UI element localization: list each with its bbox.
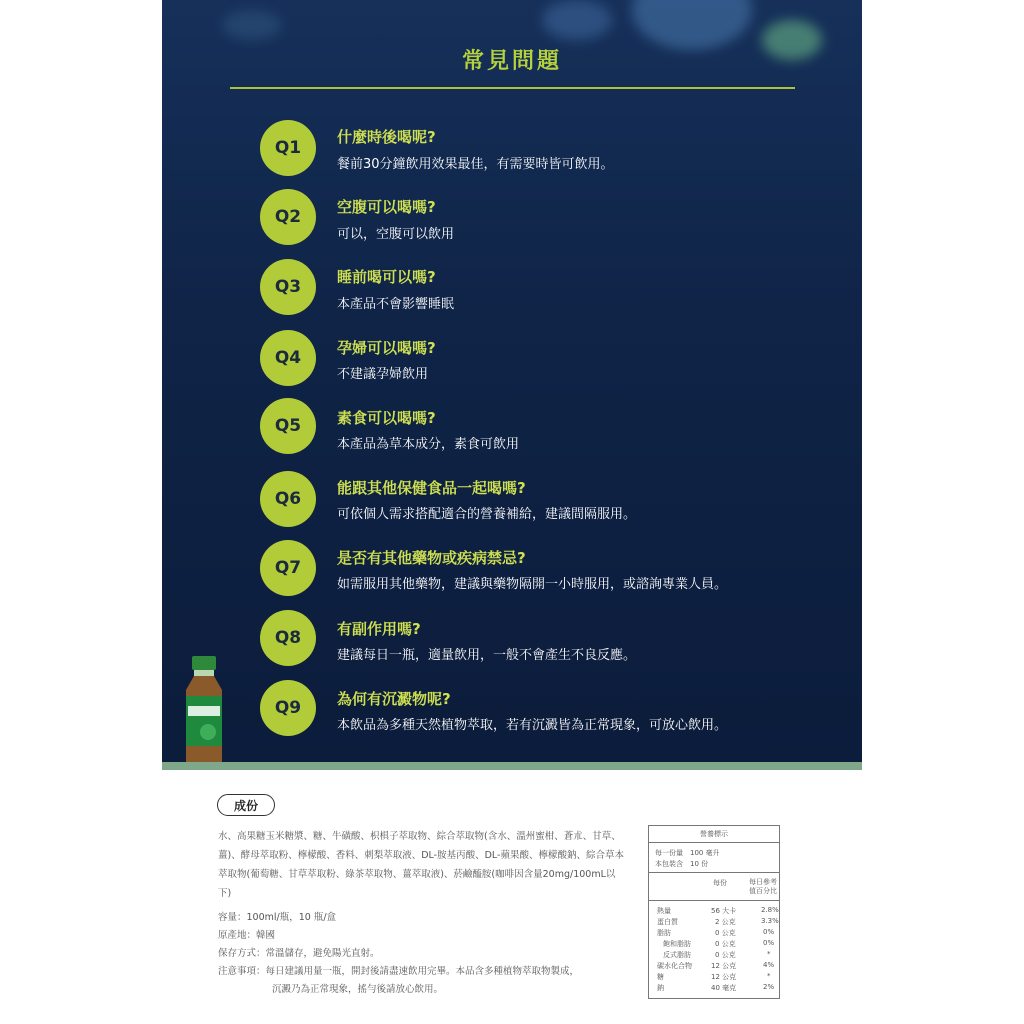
col-per-serving: 每份 [713,879,727,887]
ingredients-label: 成份 [217,794,275,816]
nutrient-name: 飽和脂肪 [663,940,691,948]
question-text: 睡前喝可以嗎? [337,268,436,286]
answer-text: 餐前30分鐘飲用效果最佳，有需要時皆可飲用。 [337,157,614,172]
question-text: 為何有沉澱物呢? [337,690,451,708]
table-divider [649,872,779,873]
nutrient-amount: 40 毫克 [711,984,737,992]
faq-title: 常見問題 [461,49,562,74]
nutrient-pct: * [767,972,771,980]
question-badge: Q5 [260,398,316,454]
question-text: 能跟其他保健食品一起喝嗎? [337,479,526,497]
col-daily-pct: 每日參考值百分比 [749,878,777,895]
question-text: 是否有其他藥物或疾病禁忌? [337,549,526,567]
storage-text: 保存方式：常溫儲存，避免陽光直射。 [218,948,380,959]
caution-text-cont: 沉澱乃為正常現象，搖勻後請放心飲用。 [272,984,444,995]
nutrient-amount: 56 大卡 [711,907,737,915]
capacity-text: 容量：100ml/瓶，10 瓶/盒 [218,912,337,923]
nutrient-amount: 0 公克 [715,951,736,959]
question-badge: Q2 [260,189,316,245]
nutrient-pct: 2% [763,983,775,991]
question-badge: Q8 [260,610,316,666]
faq-panel [162,0,862,762]
stage-light-glow [222,10,282,40]
nutrient-amount: 12 公克 [711,962,737,970]
stage-light-glow [542,0,612,40]
nutrient-name: 碳水化合物 [657,962,692,970]
answer-text: 可以，空腹可以飲用 [337,227,455,242]
nutrient-pct: 3.3% [761,917,779,925]
nutrient-amount: 2 公克 [715,918,736,926]
question-badge: Q9 [260,680,316,736]
nutrient-name: 脂肪 [657,929,671,937]
question-text: 什麼時後喝呢? [337,128,436,146]
question-text: 空腹可以喝嗎? [337,198,436,216]
nutrient-pct: 2.8% [761,906,779,914]
nutrient-name: 蛋白質 [657,918,678,926]
question-badge: Q4 [260,330,316,386]
nutrient-name: 鈉 [657,984,664,992]
question-badge: Q1 [260,120,316,176]
answer-text: 不建議孕婦飲用 [337,367,429,382]
answer-text: 可依個人需求搭配適合的營養補給，建議間隔服用。 [337,507,637,522]
nutrient-pct: 4% [763,961,775,969]
nutrient-amount: 0 公克 [715,929,736,937]
question-text: 有副作用嗎? [337,620,421,638]
stage-light-glow [632,0,752,50]
answer-text: 本產品為草本成分，素食可飲用 [337,437,520,452]
nutrient-name: 反式脂肪 [663,951,691,959]
question-badge: Q3 [260,259,316,315]
question-badge: Q6 [260,471,316,527]
nutrient-name: 熱量 [657,907,671,915]
answer-text: 本產品不會影響睡眠 [337,297,455,312]
servings-per-pack: 本包裝含 10 份 [655,860,709,868]
product-bottle-image [178,656,230,762]
panel-bottom-band [162,762,862,770]
title-divider [230,87,795,89]
nutrient-pct: * [767,950,771,958]
table-divider [649,900,779,901]
ingredients-text: 水、高果糖玉米糖漿、糖、牛磺酸、枳椇子萃取物、綜合萃取物(含水、溫州蜜柑、蒼朮、甘草、薑)、酵母萃取粉、檸檬酸、香料、刺梨萃取液、DL-胺基丙酸、DL-蘋果酸、檸檬酸鈉、綜合草本萃取物(葡萄糖、甘草萃取粉、綠茶萃取物、薑萃取液)、菸鹼醯胺(咖啡因含量20mg/100mL以下) [218,831,624,899]
question-text: 素食可以喝嗎? [337,409,436,427]
question-badge: Q7 [260,540,316,596]
answer-text: 本飲品為多種天然植物萃取，若有沉澱皆為正常現象，可放心飲用。 [337,718,728,733]
nutrient-pct: 0% [763,939,775,947]
question-text: 孕婦可以喝嗎? [337,339,436,357]
nutrient-amount: 12 公克 [711,973,737,981]
answer-text: 如需服用其他藥物，建議與藥物隔開一小時服用，或諮詢專業人員。 [337,577,728,592]
origin-text: 原產地：韓國 [218,930,276,941]
nutrition-title: 營養標示 [649,826,779,843]
serving-size: 每一份量 100 毫升 [655,849,720,857]
nutrient-pct: 0% [763,928,775,936]
nutrient-amount: 0 公克 [715,940,736,948]
nutrition-table [648,825,780,999]
caution-text: 注意事項：每日建議用量一瓶，開封後請盡速飲用完畢。本品含多種植物萃取物製成， [218,966,580,977]
nutrient-name: 糖 [657,973,664,981]
answer-text: 建議每日一瓶，適量飲用，一般不會產生不良反應。 [337,648,637,663]
